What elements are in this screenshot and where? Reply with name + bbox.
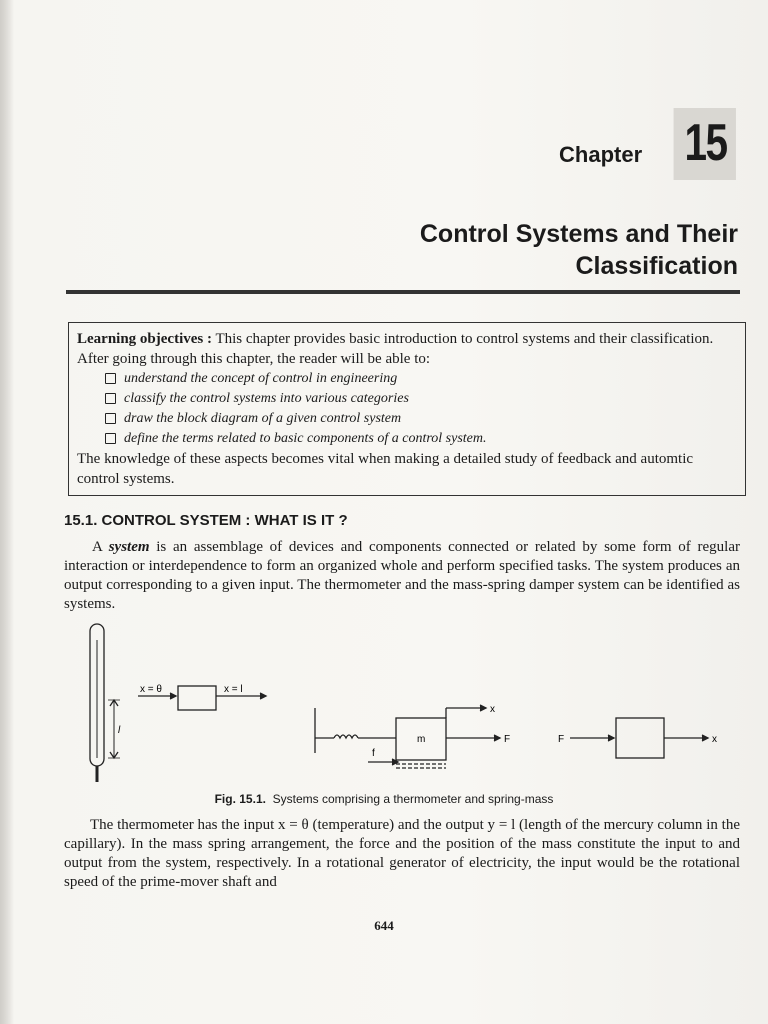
position-label: x [490,704,495,715]
checkbox-bullet-icon [105,433,116,444]
objectives-intro-text: This chapter provides basic introduction to control systems and their classification. After going through this chapter, the reader will be able to: [77,331,714,367]
checkbox-bullet-icon [105,413,116,424]
term-system: system [108,539,150,555]
mass-spring-drawing [315,705,500,768]
mass-label: m [417,734,426,745]
objective-item: classify the control systems into various categories [105,389,739,409]
thermometer-drawing [90,624,120,782]
checkbox-bullet-icon [105,373,116,384]
chapter-title-line2: Classification [575,252,738,280]
page-number: 644 [374,918,394,933]
chapter-number: 15 [674,108,736,180]
section-heading: 15.1. CONTROL SYSTEM : WHAT IS IT ? [64,512,348,529]
input-label: x = θ [140,684,162,695]
chapter-word: Chapter [559,142,643,167]
figure-systems-diagram [80,618,740,788]
page-binding-shadow [0,0,14,1024]
chapter-heading [559,108,736,180]
friction-label: f [372,748,375,759]
chapter-title [420,218,738,282]
block-force-label: F [558,734,565,745]
force-label: F [504,734,511,745]
output-label: x = l [224,684,243,695]
spring-mass-block-diagram [570,718,708,758]
objective-item: define the terms related to basic components of a control system. [105,429,739,449]
objectives-intro [77,329,739,369]
checkbox-bullet-icon [105,393,116,404]
figure-caption: Fig. 15.1. Systems comprising a thermometer and spring-mass [214,792,554,806]
chapter-title-line1: Control Systems and Their [419,220,738,248]
objective-item: understand the concept of control in engineering [105,369,739,389]
length-label: l [118,725,121,736]
title-rule [66,290,740,294]
block-position-label: x [712,734,717,745]
paragraph-thermometer-explanation: The thermometer has the input x = θ (temperature) and the output y = l (length of the mercury column in the capillary). In the mass spring arrangement, the force and the position of the mass constitute the input to and output from the system, respectively. In a rotational generator of electricity, the input would be the rotational speed of the prime-mover shaft and [64,817,740,890]
objectives-list [77,369,739,449]
objectives-label: Learning objectives : [77,331,212,347]
objective-item: draw the block diagram of a given control system [105,409,739,429]
objectives-closing: The knowledge of these aspects becomes vital when making a detailed study of feedback and automtic control systems. [77,451,694,487]
paragraph-system-definition: A system is an assemblage of devices and components connected or related by some form of regular interaction or interdependence to form an organized whole and perform specified tasks. The system produces an output corresponding to a given input. The thermometer and the mass-spring damper system can be identified as systems. [64,539,740,612]
learning-objectives-box [68,322,746,496]
